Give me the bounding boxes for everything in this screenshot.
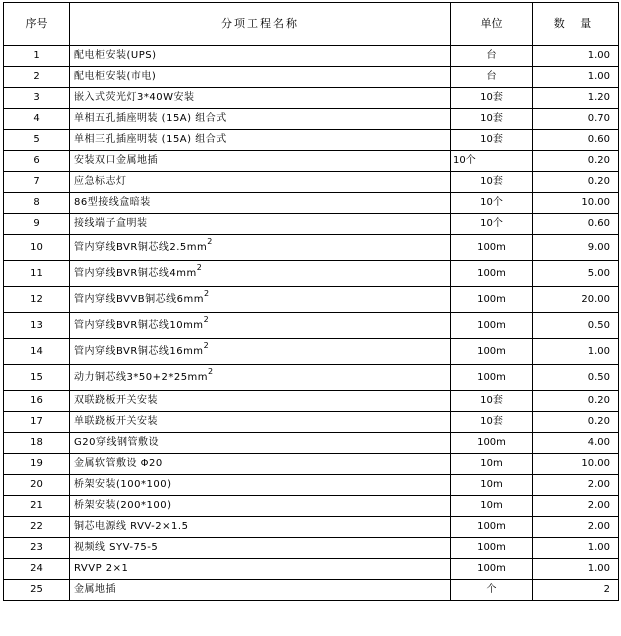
item-name-cell — [70, 475, 451, 496]
item-name-cell — [70, 88, 451, 109]
table-row — [4, 475, 619, 496]
row-number: 10 — [4, 235, 70, 261]
item-quantity: 1.20 — [533, 88, 619, 109]
item-name: 配电柜安装(UPS) — [74, 50, 157, 61]
item-name: 86型接线盒暗装 — [74, 197, 151, 208]
item-unit: 个 — [451, 580, 533, 601]
item-quantity: 10.00 — [533, 193, 619, 214]
item-quantity: 2.00 — [533, 475, 619, 496]
item-quantity: 9.00 — [533, 235, 619, 261]
item-name: 接线端子盒明装 — [74, 218, 148, 229]
row-number: 3 — [4, 88, 70, 109]
item-name-cell — [70, 46, 451, 67]
item-quantity: 1.00 — [533, 339, 619, 365]
header-no: 序号 — [4, 3, 70, 46]
item-name-cell — [70, 261, 451, 287]
item-unit: 10套 — [451, 88, 533, 109]
row-number: 7 — [4, 172, 70, 193]
row-number: 14 — [4, 339, 70, 365]
table-row — [4, 261, 619, 287]
item-unit: 台 — [451, 46, 533, 67]
item-name-cell — [70, 67, 451, 88]
table-row — [4, 287, 619, 313]
unit-exponent: 2 — [203, 340, 210, 350]
item-name: 桥架安装(200*100) — [74, 500, 172, 511]
item-name: RVVP 2×1 — [74, 563, 129, 574]
row-number: 8 — [4, 193, 70, 214]
item-unit: 100m — [451, 538, 533, 559]
item-unit: 10m — [451, 475, 533, 496]
item-name: 配电柜安装(市电) — [74, 71, 157, 82]
item-quantity: 1.00 — [533, 559, 619, 580]
row-number: 23 — [4, 538, 70, 559]
item-unit: 10套 — [451, 130, 533, 151]
table-row — [4, 151, 619, 172]
item-name: 安装双口金属地插 — [74, 155, 158, 166]
header-qty: 数 量 — [533, 3, 619, 46]
item-unit: 10套 — [451, 109, 533, 130]
item-name-cell — [70, 412, 451, 433]
item-quantity: 0.60 — [533, 214, 619, 235]
table-row — [4, 496, 619, 517]
unit-exponent: 2 — [196, 262, 203, 272]
item-name: 金属地插 — [74, 584, 116, 595]
row-number: 24 — [4, 559, 70, 580]
item-quantity: 5.00 — [533, 261, 619, 287]
table-row — [4, 67, 619, 88]
item-name-cell — [70, 109, 451, 130]
item-unit: 台 — [451, 67, 533, 88]
table-row — [4, 109, 619, 130]
table-body — [4, 46, 619, 601]
item-name-cell — [70, 130, 451, 151]
item-name-cell — [70, 454, 451, 475]
item-name-cell — [70, 313, 451, 339]
table-row — [4, 46, 619, 67]
row-number: 5 — [4, 130, 70, 151]
table-row — [4, 172, 619, 193]
item-name-cell — [70, 235, 451, 261]
item-name: G20穿线钢管敷设 — [74, 437, 159, 448]
item-unit: 100m — [451, 365, 533, 391]
item-name: 动力铜芯线3*50+2*25mm — [74, 371, 209, 383]
item-quantity: 2.00 — [533, 496, 619, 517]
item-quantity: 0.70 — [533, 109, 619, 130]
item-unit: 10套 — [451, 172, 533, 193]
item-unit: 100m — [451, 559, 533, 580]
item-name-cell — [70, 391, 451, 412]
row-number: 17 — [4, 412, 70, 433]
item-quantity: 20.00 — [533, 287, 619, 313]
quantity-table — [3, 2, 619, 601]
row-number: 4 — [4, 109, 70, 130]
item-name: 管内穿线BVVB铜芯线6mm — [74, 293, 204, 305]
item-quantity: 1.00 — [533, 67, 619, 88]
item-quantity: 4.00 — [533, 433, 619, 454]
item-quantity: 0.20 — [533, 172, 619, 193]
item-name: 金属软管敷设 Φ20 — [74, 458, 163, 469]
table-row — [4, 235, 619, 261]
item-name-cell — [70, 193, 451, 214]
item-name: 视频线 SYV-75-5 — [74, 542, 159, 553]
item-unit: 10个 — [451, 193, 533, 214]
item-unit: 10个 — [451, 214, 533, 235]
row-number: 16 — [4, 391, 70, 412]
item-quantity: 0.60 — [533, 130, 619, 151]
item-quantity: 0.20 — [533, 151, 619, 172]
item-name-cell — [70, 538, 451, 559]
item-quantity: 1.00 — [533, 538, 619, 559]
item-name-cell — [70, 172, 451, 193]
table-row — [4, 365, 619, 391]
item-quantity: 1.00 — [533, 46, 619, 67]
unit-exponent: 2 — [203, 314, 210, 324]
table-row — [4, 580, 619, 601]
item-quantity: 0.50 — [533, 365, 619, 391]
table-row — [4, 313, 619, 339]
item-name: 管内穿线BVR铜芯线10mm — [74, 319, 204, 331]
item-name-cell — [70, 365, 451, 391]
header-unit: 单位 — [451, 3, 533, 46]
row-number: 11 — [4, 261, 70, 287]
item-name-cell — [70, 559, 451, 580]
item-name-cell — [70, 287, 451, 313]
table-row — [4, 88, 619, 109]
table-row — [4, 130, 619, 151]
item-name-cell — [70, 580, 451, 601]
item-name-cell — [70, 517, 451, 538]
table-row — [4, 214, 619, 235]
item-name: 单联跷板开关安装 — [74, 416, 158, 427]
table-row — [4, 339, 619, 365]
item-name: 管内穿线BVR铜芯线16mm — [74, 345, 204, 357]
item-name: 管内穿线BVR铜芯线2.5mm — [74, 241, 208, 253]
table-row — [4, 193, 619, 214]
table-row — [4, 391, 619, 412]
row-number: 6 — [4, 151, 70, 172]
row-number: 18 — [4, 433, 70, 454]
unit-exponent: 2 — [208, 366, 214, 376]
item-unit: 10m — [451, 496, 533, 517]
item-name-cell — [70, 496, 451, 517]
table-row — [4, 538, 619, 559]
item-name-cell — [70, 151, 451, 172]
item-name: 管内穿线BVR铜芯线4mm — [74, 267, 197, 279]
item-name: 应急标志灯 — [74, 176, 127, 187]
header-row — [4, 3, 619, 46]
item-name-cell — [70, 433, 451, 454]
item-quantity: 0.50 — [533, 313, 619, 339]
item-name: 单相五孔插座明装 (15A) 组合式 — [74, 113, 227, 124]
item-unit: 100m — [451, 287, 533, 313]
item-unit: 100m — [451, 235, 533, 261]
item-quantity: 2 — [533, 580, 619, 601]
row-number: 22 — [4, 517, 70, 538]
item-unit: 100m — [451, 313, 533, 339]
row-number: 13 — [4, 313, 70, 339]
item-unit: 100m — [451, 433, 533, 454]
item-unit: 10m — [451, 454, 533, 475]
item-unit: 10套 — [451, 412, 533, 433]
row-number: 20 — [4, 475, 70, 496]
item-name: 铜芯电源线 RVV-2×1.5 — [74, 521, 189, 532]
item-name-cell — [70, 214, 451, 235]
item-name: 双联跷板开关安装 — [74, 395, 158, 406]
item-unit: 10套 — [451, 391, 533, 412]
row-number: 9 — [4, 214, 70, 235]
item-name: 桥架安装(100*100) — [74, 479, 172, 490]
unit-exponent: 2 — [207, 236, 213, 246]
row-number: 19 — [4, 454, 70, 475]
table-row — [4, 559, 619, 580]
row-number: 15 — [4, 365, 70, 391]
item-quantity: 2.00 — [533, 517, 619, 538]
item-name: 单相三孔插座明装 (15A) 组合式 — [74, 134, 227, 145]
row-number: 2 — [4, 67, 70, 88]
item-quantity: 10.00 — [533, 454, 619, 475]
item-unit: 100m — [451, 339, 533, 365]
item-quantity: 0.20 — [533, 412, 619, 433]
header-name: 分项工程名称 — [70, 3, 451, 46]
item-unit: 10个 — [451, 151, 533, 172]
item-quantity: 0.20 — [533, 391, 619, 412]
item-unit: 100m — [451, 517, 533, 538]
item-name-cell — [70, 339, 451, 365]
item-unit: 100m — [451, 261, 533, 287]
row-number: 21 — [4, 496, 70, 517]
table-row — [4, 454, 619, 475]
row-number: 1 — [4, 46, 70, 67]
unit-exponent: 2 — [203, 288, 210, 298]
row-number: 12 — [4, 287, 70, 313]
item-name: 嵌入式荧光灯3*40W安装 — [74, 92, 195, 103]
table-row — [4, 517, 619, 538]
table-row — [4, 412, 619, 433]
row-number: 25 — [4, 580, 70, 601]
table-row — [4, 433, 619, 454]
